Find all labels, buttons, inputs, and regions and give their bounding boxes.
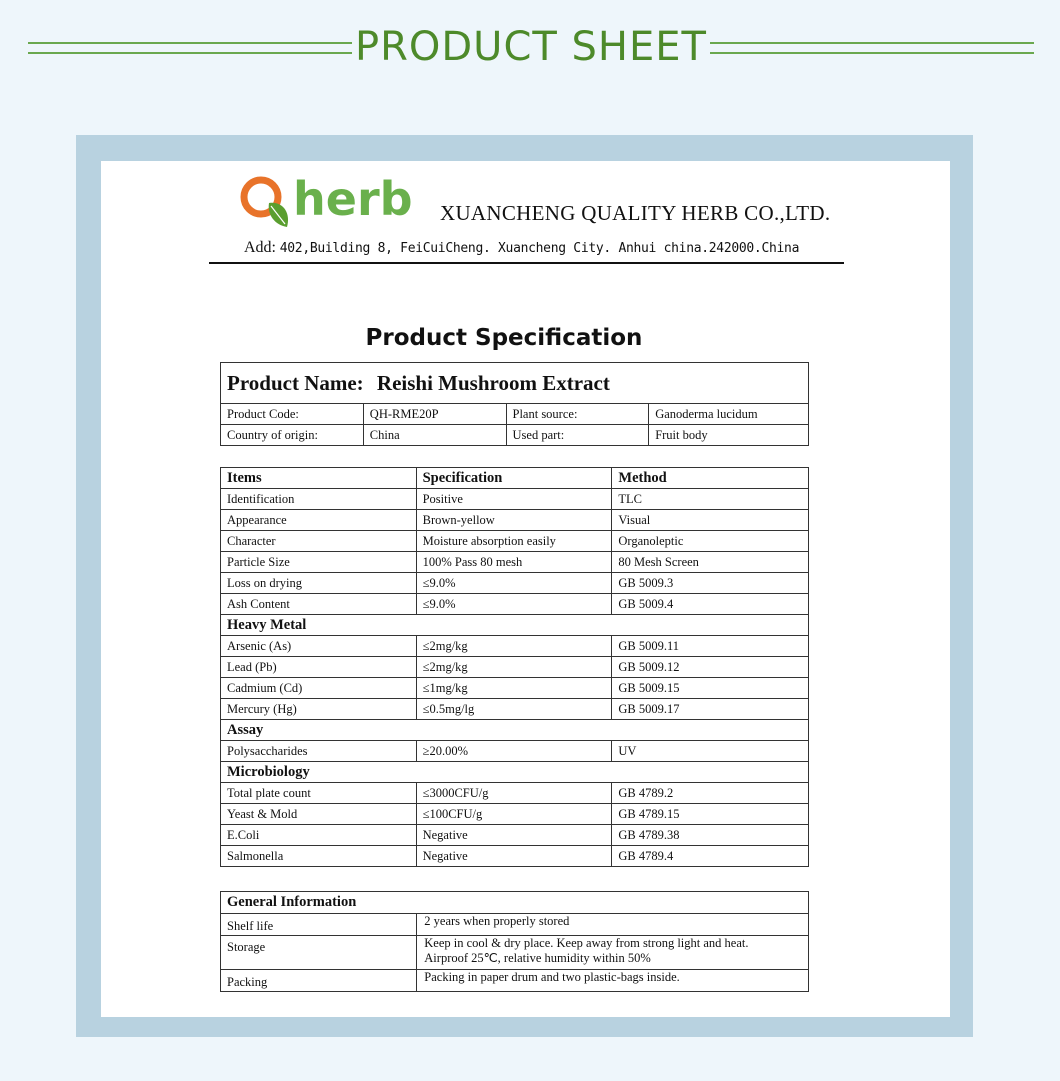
storage-line-2: Airproof 25℃, relative humidity within 50% <box>424 951 651 965</box>
table-cell: Salmonella <box>221 846 417 867</box>
table-cell: GB 5009.15 <box>612 678 809 699</box>
table-cell: Mercury (Hg) <box>221 699 417 720</box>
part-value: Fruit body <box>649 425 809 446</box>
table-cell: Identification <box>221 489 417 510</box>
table-cell: Moisture absorption easily <box>416 531 612 552</box>
table-row <box>221 678 809 699</box>
shelf-life-label: Shelf life <box>221 914 417 936</box>
table-cell: Loss on drying <box>221 573 417 594</box>
storage-value <box>417 936 809 970</box>
table-row <box>221 970 809 992</box>
table-row <box>221 425 809 446</box>
table-cell: GB 5009.11 <box>612 636 809 657</box>
table-row <box>221 825 809 846</box>
banner-title: PRODUCT SHEET <box>354 24 707 70</box>
table-row <box>221 636 809 657</box>
sheet-frame <box>76 135 973 1037</box>
section-title: Heavy Metal <box>221 615 809 636</box>
table-cell: Items <box>221 468 417 489</box>
section-row <box>221 762 809 783</box>
packing-label: Packing <box>221 970 417 992</box>
table-cell: Brown-yellow <box>416 510 612 531</box>
spec-title: Product Specification <box>365 325 643 351</box>
table-cell: Method <box>612 468 809 489</box>
table-cell: Particle Size <box>221 552 417 573</box>
table-cell: Negative <box>416 846 612 867</box>
header-divider <box>209 262 844 264</box>
table-cell: ≤2mg/kg <box>416 657 612 678</box>
table-cell: ≤2mg/kg <box>416 636 612 657</box>
table-cell: Ash Content <box>221 594 417 615</box>
table-cell: 80 Mesh Screen <box>612 552 809 573</box>
address-value: 402,Building 8, FeiCuiCheng. Xuancheng City. Anhui china.242000.China <box>279 241 800 256</box>
table-cell: GB 5009.3 <box>612 573 809 594</box>
table-cell: Arsenic (As) <box>221 636 417 657</box>
table-cell: ≤0.5mg/lg <box>416 699 612 720</box>
source-value: Ganoderma lucidum <box>649 404 809 425</box>
table-cell: ≤3000CFU/g <box>416 783 612 804</box>
table-cell: GB 4789.15 <box>612 804 809 825</box>
table-cell: GB 4789.38 <box>612 825 809 846</box>
table-cell: GB 4789.2 <box>612 783 809 804</box>
svg-text:herb: herb <box>293 173 413 226</box>
product-name: Reishi Mushroom Extract <box>376 370 610 395</box>
table-cell: 100% Pass 80 mesh <box>416 552 612 573</box>
table-cell: E.Coli <box>221 825 417 846</box>
table-cell: ≥20.00% <box>416 741 612 762</box>
source-label: Plant source: <box>506 404 649 425</box>
table-row <box>221 404 809 425</box>
banner-lines-right <box>710 42 1034 54</box>
general-info-title: General Information <box>221 892 809 914</box>
table-cell: Visual <box>612 510 809 531</box>
section-title: Microbiology <box>221 762 809 783</box>
storage-label: Storage <box>221 936 417 970</box>
table-cell: Appearance <box>221 510 417 531</box>
table-cell: GB 4789.4 <box>612 846 809 867</box>
table-row <box>221 936 809 970</box>
code-value: QH-RME20P <box>363 404 506 425</box>
product-sheet <box>101 161 950 1017</box>
part-label: Used part: <box>506 425 649 446</box>
company-logo <box>239 173 435 231</box>
table-row <box>221 531 809 552</box>
table-cell: Negative <box>416 825 612 846</box>
table-row <box>221 914 809 936</box>
table-cell: ≤9.0% <box>416 594 612 615</box>
table-cell: Yeast & Mold <box>221 804 417 825</box>
banner <box>0 0 1060 100</box>
table-row <box>221 552 809 573</box>
table-row <box>221 573 809 594</box>
banner-lines-left <box>28 42 352 54</box>
table-cell: Total plate count <box>221 783 417 804</box>
code-label: Product Code: <box>221 404 364 425</box>
table-cell: Polysaccharides <box>221 741 417 762</box>
table-cell: GB 5009.12 <box>612 657 809 678</box>
shelf-life-value: 2 years when properly stored <box>417 914 809 936</box>
specification-table <box>220 467 809 867</box>
table-row <box>221 846 809 867</box>
table-row <box>221 594 809 615</box>
table-row <box>221 489 809 510</box>
table-row <box>221 783 809 804</box>
product-info-table <box>220 362 809 446</box>
table-header-row <box>221 468 809 489</box>
section-row <box>221 615 809 636</box>
origin-value: China <box>363 425 506 446</box>
table-cell: TLC <box>612 489 809 510</box>
table-cell: ≤1mg/kg <box>416 678 612 699</box>
address-label: Add: <box>244 239 276 256</box>
table-cell: Cadmium (Cd) <box>221 678 417 699</box>
table-cell: UV <box>612 741 809 762</box>
storage-line-1: Keep in cool & dry place. Keep away from strong light and heat. <box>424 936 749 950</box>
table-cell: Positive <box>416 489 612 510</box>
product-name-label: Product Name: <box>227 370 364 395</box>
section-title: Assay <box>221 720 809 741</box>
table-row <box>221 510 809 531</box>
origin-label: Country of origin: <box>221 425 364 446</box>
table-cell: ≤9.0% <box>416 573 612 594</box>
general-info-table <box>220 891 809 992</box>
section-row <box>221 720 809 741</box>
table-cell: Specification <box>416 468 612 489</box>
table-row <box>221 699 809 720</box>
company-name: XUANCHENG QUALITY HERB CO.,LTD. <box>440 201 831 225</box>
table-cell: Lead (Pb) <box>221 657 417 678</box>
table-cell: Organoleptic <box>612 531 809 552</box>
table-cell: GB 5009.17 <box>612 699 809 720</box>
table-cell: Character <box>221 531 417 552</box>
table-row <box>221 804 809 825</box>
table-cell: GB 5009.4 <box>612 594 809 615</box>
table-row <box>221 741 809 762</box>
packing-value: Packing in paper drum and two plastic-bags inside. <box>417 970 809 992</box>
product-name-cell <box>221 363 809 404</box>
company-address <box>244 239 799 257</box>
table-cell: ≤100CFU/g <box>416 804 612 825</box>
table-row <box>221 657 809 678</box>
